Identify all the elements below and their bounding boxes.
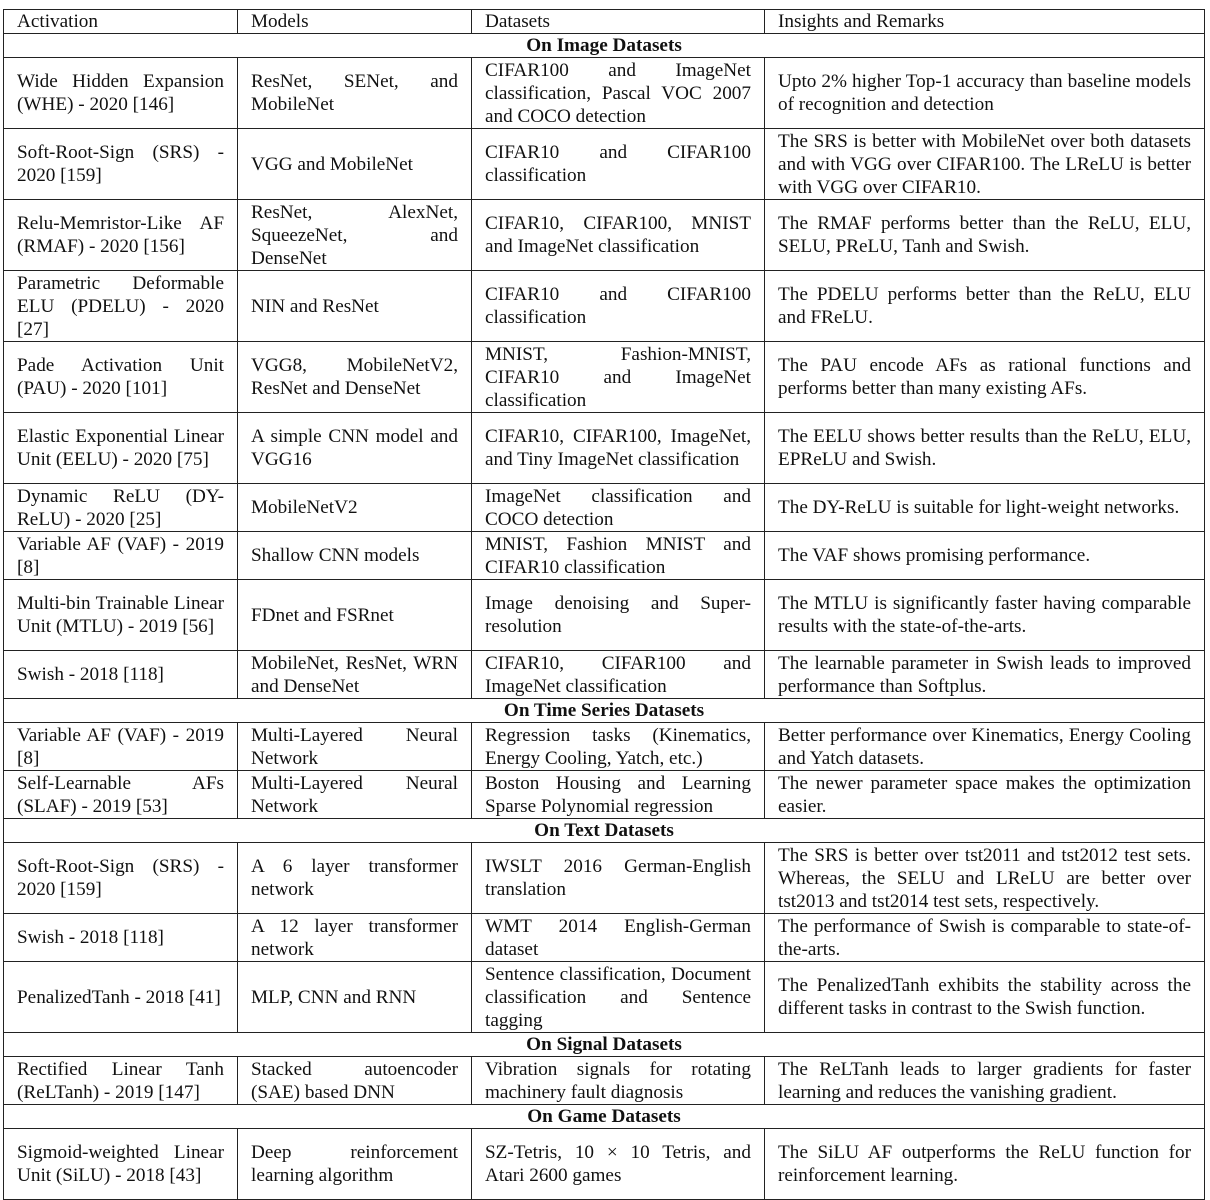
cell-remarks: The learnable parameter in Swish leads to improved performance than Softplus. bbox=[765, 651, 1205, 699]
cell-activation: Swish - 2018 [118] bbox=[4, 651, 238, 699]
cell-models: VGG and MobileNet bbox=[238, 129, 472, 200]
cell-datasets: MNIST, Fashion-MNIST, CIFAR10 and ImageNet classification bbox=[472, 342, 765, 413]
cell-remarks: The EELU shows better results than the ReLU, ELU, EPReLU and Swish. bbox=[765, 413, 1205, 484]
cell-activation: Elastic Exponential Linear Unit (EELU) - 2020 [75] bbox=[4, 413, 238, 484]
cell-models: A simple CNN model and VGG16 bbox=[238, 413, 472, 484]
cell-models: ResNet, SENet, and MobileNet bbox=[238, 58, 472, 129]
cell-models: Stacked autoencoder (SAE) based DNN bbox=[238, 1057, 472, 1105]
cell-remarks: The newer parameter space makes the optimization easier. bbox=[765, 771, 1205, 819]
cell-remarks: Upto 2% higher Top-1 accuracy than baseline models of recognition and detection bbox=[765, 58, 1205, 129]
cell-remarks: Better performance over Kinematics, Energy Cooling and Yatch datasets. bbox=[765, 723, 1205, 771]
cell-activation: Self-Learnable AFs (SLAF) - 2019 [53] bbox=[4, 771, 238, 819]
cell-remarks: The SRS is better with MobileNet over both datasets and with VGG over CIFAR100. The LReLU is better with VGG over CIFAR10. bbox=[765, 129, 1205, 200]
cell-remarks: The SiLU AF outperforms the ReLU function for reinforcement learning. bbox=[765, 1129, 1205, 1200]
cell-datasets: CIFAR100 and ImageNet classification, Pascal VOC 2007 and COCO detection bbox=[472, 58, 765, 129]
table-row bbox=[4, 651, 1205, 699]
cell-datasets: Boston Housing and Learning Sparse Polynomial regression bbox=[472, 771, 765, 819]
activation-functions-table bbox=[3, 9, 1205, 1200]
cell-datasets: MNIST, Fashion MNIST and CIFAR10 classification bbox=[472, 532, 765, 580]
cell-remarks: The SRS is better over tst2011 and tst2012 test sets. Whereas, the SELU and LReLU are better over tst2013 and tst2014 test sets, respectively. bbox=[765, 843, 1205, 914]
cell-models: Shallow CNN models bbox=[238, 532, 472, 580]
table-row bbox=[4, 914, 1205, 962]
cell-models: A 12 layer transformer network bbox=[238, 914, 472, 962]
cell-remarks: The performance of Swish is comparable to state-of-the-arts. bbox=[765, 914, 1205, 962]
cell-datasets: Regression tasks (Kinematics, Energy Cooling, Yatch, etc.) bbox=[472, 723, 765, 771]
cell-remarks: The DY-ReLU is suitable for light-weight networks. bbox=[765, 484, 1205, 532]
section-title: On Image Datasets bbox=[4, 34, 1205, 58]
section-title: On Text Datasets bbox=[4, 819, 1205, 843]
header-models: Models bbox=[238, 10, 472, 34]
cell-models: MLP, CNN and RNN bbox=[238, 962, 472, 1033]
section-title: On Game Datasets bbox=[4, 1105, 1205, 1129]
cell-models: FDnet and FSRnet bbox=[238, 580, 472, 651]
cell-activation: Sigmoid-weighted Linear Unit (SiLU) - 2018 [43] bbox=[4, 1129, 238, 1200]
header-activation: Activation bbox=[4, 10, 238, 34]
cell-models: NIN and ResNet bbox=[238, 271, 472, 342]
section-row bbox=[4, 34, 1205, 58]
cell-models: ResNet, AlexNet, SqueezeNet, and DenseNet bbox=[238, 200, 472, 271]
cell-activation: Swish - 2018 [118] bbox=[4, 914, 238, 962]
cell-activation: Wide Hidden Expansion (WHE) - 2020 [146] bbox=[4, 58, 238, 129]
cell-activation: Pade Activation Unit (PAU) - 2020 [101] bbox=[4, 342, 238, 413]
cell-activation: Rectified Linear Tanh (ReLTanh) - 2019 [147] bbox=[4, 1057, 238, 1105]
cell-activation: Variable AF (VAF) - 2019 [8] bbox=[4, 532, 238, 580]
cell-remarks: The PAU encode AFs as rational functions and performs better than many existing AFs. bbox=[765, 342, 1205, 413]
section-row bbox=[4, 1105, 1205, 1129]
cell-remarks: The VAF shows promising performance. bbox=[765, 532, 1205, 580]
cell-models: MobileNetV2 bbox=[238, 484, 472, 532]
table-row bbox=[4, 580, 1205, 651]
section-title: On Signal Datasets bbox=[4, 1033, 1205, 1057]
table-row bbox=[4, 200, 1205, 271]
header-datasets: Datasets bbox=[472, 10, 765, 34]
table-row bbox=[4, 58, 1205, 129]
table-row bbox=[4, 1057, 1205, 1105]
cell-datasets: IWSLT 2016 German-English translation bbox=[472, 843, 765, 914]
table-row bbox=[4, 962, 1205, 1033]
table-row bbox=[4, 843, 1205, 914]
table-row bbox=[4, 413, 1205, 484]
cell-activation: Relu-Memristor-Like AF (RMAF) - 2020 [156] bbox=[4, 200, 238, 271]
cell-remarks: The ReLTanh leads to larger gradients for faster learning and reduces the vanishing gradient. bbox=[765, 1057, 1205, 1105]
table-row bbox=[4, 342, 1205, 413]
cell-activation: Soft-Root-Sign (SRS) - 2020 [159] bbox=[4, 129, 238, 200]
cell-datasets: Image denoising and Super-resolution bbox=[472, 580, 765, 651]
cell-datasets: ImageNet classification and COCO detection bbox=[472, 484, 765, 532]
cell-datasets: CIFAR10 and CIFAR100 classification bbox=[472, 271, 765, 342]
cell-datasets: Sentence classification, Document classification and Sentence tagging bbox=[472, 962, 765, 1033]
table-row bbox=[4, 771, 1205, 819]
table-row bbox=[4, 129, 1205, 200]
cell-datasets: Vibration signals for rotating machinery fault diagnosis bbox=[472, 1057, 765, 1105]
cell-activation: PenalizedTanh - 2018 [41] bbox=[4, 962, 238, 1033]
cell-models: MobileNet, ResNet, WRN and DenseNet bbox=[238, 651, 472, 699]
table-row bbox=[4, 1129, 1205, 1200]
section-row bbox=[4, 1033, 1205, 1057]
cell-remarks: The PenalizedTanh exhibits the stability across the different tasks in contrast to the Swish function. bbox=[765, 962, 1205, 1033]
table-row bbox=[4, 723, 1205, 771]
header-remarks: Insights and Remarks bbox=[765, 10, 1205, 34]
section-row bbox=[4, 699, 1205, 723]
cell-activation: Variable AF (VAF) - 2019 [8] bbox=[4, 723, 238, 771]
cell-remarks: The MTLU is significantly faster having comparable results with the state-of-the-arts. bbox=[765, 580, 1205, 651]
section-row bbox=[4, 819, 1205, 843]
cell-models: Multi-Layered Neural Network bbox=[238, 771, 472, 819]
cell-models: VGG8, MobileNetV2, ResNet and DenseNet bbox=[238, 342, 472, 413]
table-row bbox=[4, 532, 1205, 580]
cell-activation: Multi-bin Trainable Linear Unit (MTLU) - 2019 [56] bbox=[4, 580, 238, 651]
table-header-row bbox=[4, 10, 1205, 34]
cell-activation: Soft-Root-Sign (SRS) - 2020 [159] bbox=[4, 843, 238, 914]
cell-activation: Dynamic ReLU (DY-ReLU) - 2020 [25] bbox=[4, 484, 238, 532]
cell-models: A 6 layer transformer network bbox=[238, 843, 472, 914]
table-row bbox=[4, 484, 1205, 532]
cell-activation: Parametric Deformable ELU (PDELU) - 2020 [27] bbox=[4, 271, 238, 342]
cell-models: Multi-Layered Neural Network bbox=[238, 723, 472, 771]
cell-datasets: WMT 2014 English-German dataset bbox=[472, 914, 765, 962]
cell-datasets: CIFAR10, CIFAR100, ImageNet, and Tiny ImageNet classification bbox=[472, 413, 765, 484]
table-row bbox=[4, 271, 1205, 342]
cell-datasets: CIFAR10, CIFAR100 and ImageNet classification bbox=[472, 651, 765, 699]
cell-datasets: CIFAR10, CIFAR100, MNIST and ImageNet classification bbox=[472, 200, 765, 271]
cell-datasets: SZ-Tetris, 10 × 10 Tetris, and Atari 2600 games bbox=[472, 1129, 765, 1200]
cell-datasets: CIFAR10 and CIFAR100 classification bbox=[472, 129, 765, 200]
section-title: On Time Series Datasets bbox=[4, 699, 1205, 723]
cell-models: Deep reinforcement learning algorithm bbox=[238, 1129, 472, 1200]
cell-remarks: The RMAF performs better than the ReLU, ELU, SELU, PReLU, Tanh and Swish. bbox=[765, 200, 1205, 271]
cell-remarks: The PDELU performs better than the ReLU, ELU and FReLU. bbox=[765, 271, 1205, 342]
